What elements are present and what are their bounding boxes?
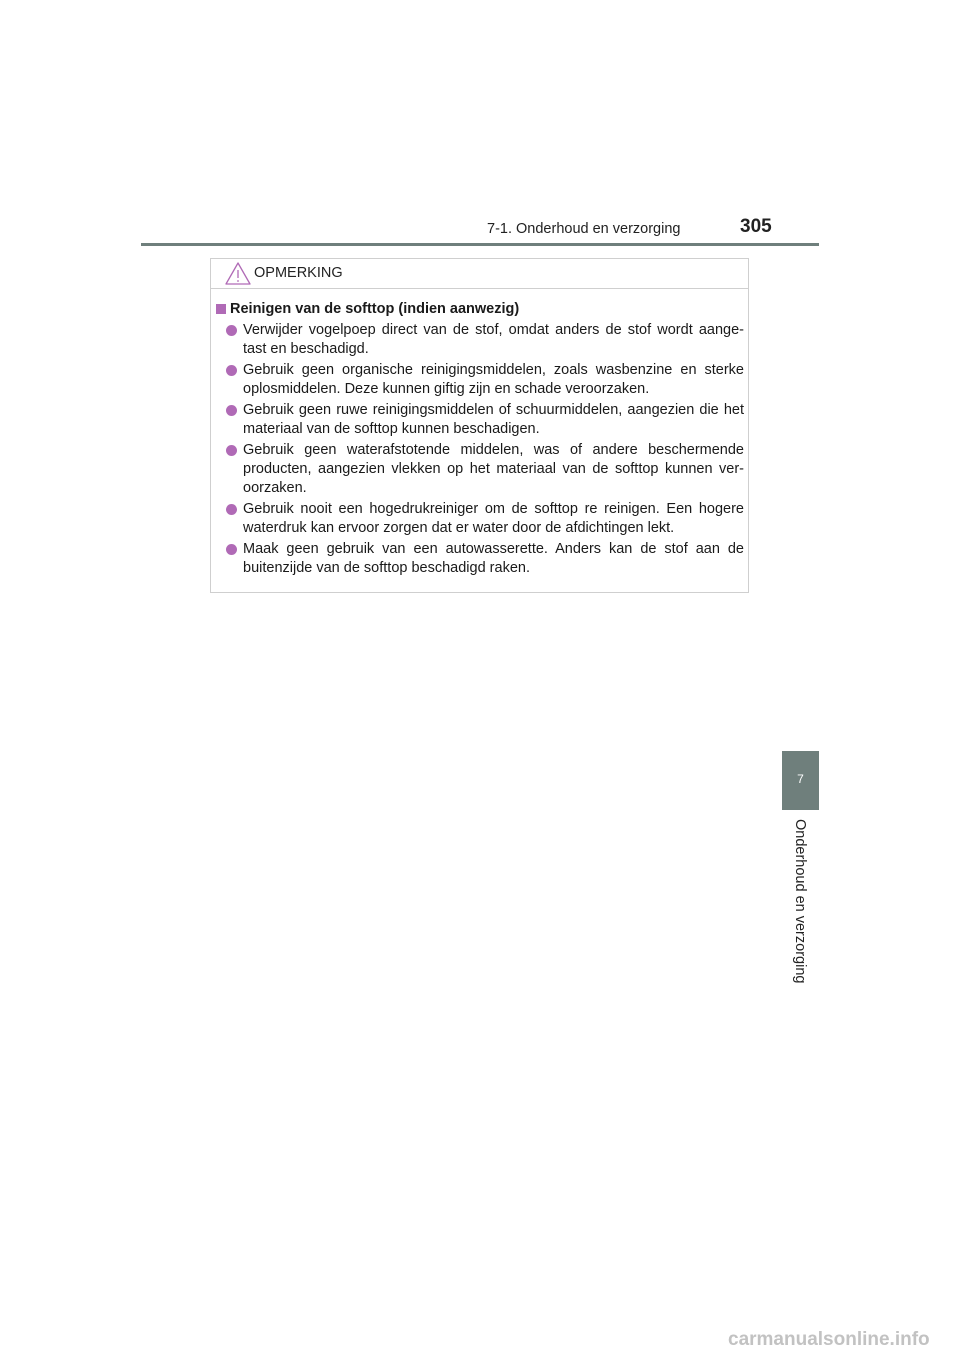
list-item bbox=[225, 441, 744, 498]
chapter-number: 7 bbox=[797, 772, 804, 786]
list-item bbox=[225, 321, 744, 359]
notice-header bbox=[211, 259, 748, 289]
bullet-dot-icon bbox=[226, 405, 237, 416]
bullet-dot-icon bbox=[226, 445, 237, 456]
page-number: 305 bbox=[740, 216, 772, 237]
list-item-text: Gebruik geen waterafstotende middelen, was of andere beschermende producten, aangezien vlekken op het materiaal van de softtop kunnen ver- oorzaken. bbox=[243, 442, 744, 496]
bullet-dot-icon bbox=[226, 544, 237, 555]
list-item-text: Maak geen gebruik van een autowasserette. Anders kan de stof aan de buitenzijde van de softtop beschadigd raken. bbox=[243, 541, 744, 576]
list-item bbox=[225, 500, 744, 538]
header-divider bbox=[141, 243, 819, 246]
section-title: 7-1. Onderhoud en verzorging bbox=[487, 221, 681, 237]
list-item bbox=[225, 401, 744, 439]
chapter-tab bbox=[782, 751, 819, 810]
list-item-text: Verwijder vogelpoep direct van de stof, omdat anders de stof wordt aange- tast en beschadigd. bbox=[243, 322, 744, 357]
list-item-text: Gebruik geen organische reinigingsmiddelen, zoals wasbenzine en sterke oplosmiddelen. Deze kunnen giftig zijn en schade veroorzaken. bbox=[243, 362, 744, 397]
list-item-text: Gebruik geen ruwe reinigingsmiddelen of schuurmiddelen, aangezien die het materiaal van de softtop kunnen beschadigen. bbox=[243, 402, 744, 437]
square-bullet-icon bbox=[216, 304, 226, 314]
warning-triangle-icon bbox=[225, 262, 251, 285]
bullet-dot-icon bbox=[226, 325, 237, 336]
bullet-dot-icon bbox=[226, 504, 237, 515]
notice-title: OPMERKING bbox=[254, 265, 343, 281]
chapter-label: Onderhoud en verzorging bbox=[792, 819, 808, 984]
bullet-list bbox=[225, 321, 744, 580]
bullet-dot-icon bbox=[226, 365, 237, 376]
list-item bbox=[225, 361, 744, 399]
notice-box bbox=[210, 258, 749, 593]
list-item-text: Gebruik nooit een hogedrukreiniger om de softtop re reinigen. Een hogere waterdruk kan ervoor zorgen dat er water door de afdichtingen lekt. bbox=[243, 501, 744, 536]
list-item bbox=[225, 540, 744, 578]
watermark: carmanualsonline.info bbox=[728, 1329, 930, 1350]
section-heading bbox=[216, 301, 519, 317]
section-heading-text: Reinigen van de softtop (indien aanwezig) bbox=[230, 301, 520, 317]
